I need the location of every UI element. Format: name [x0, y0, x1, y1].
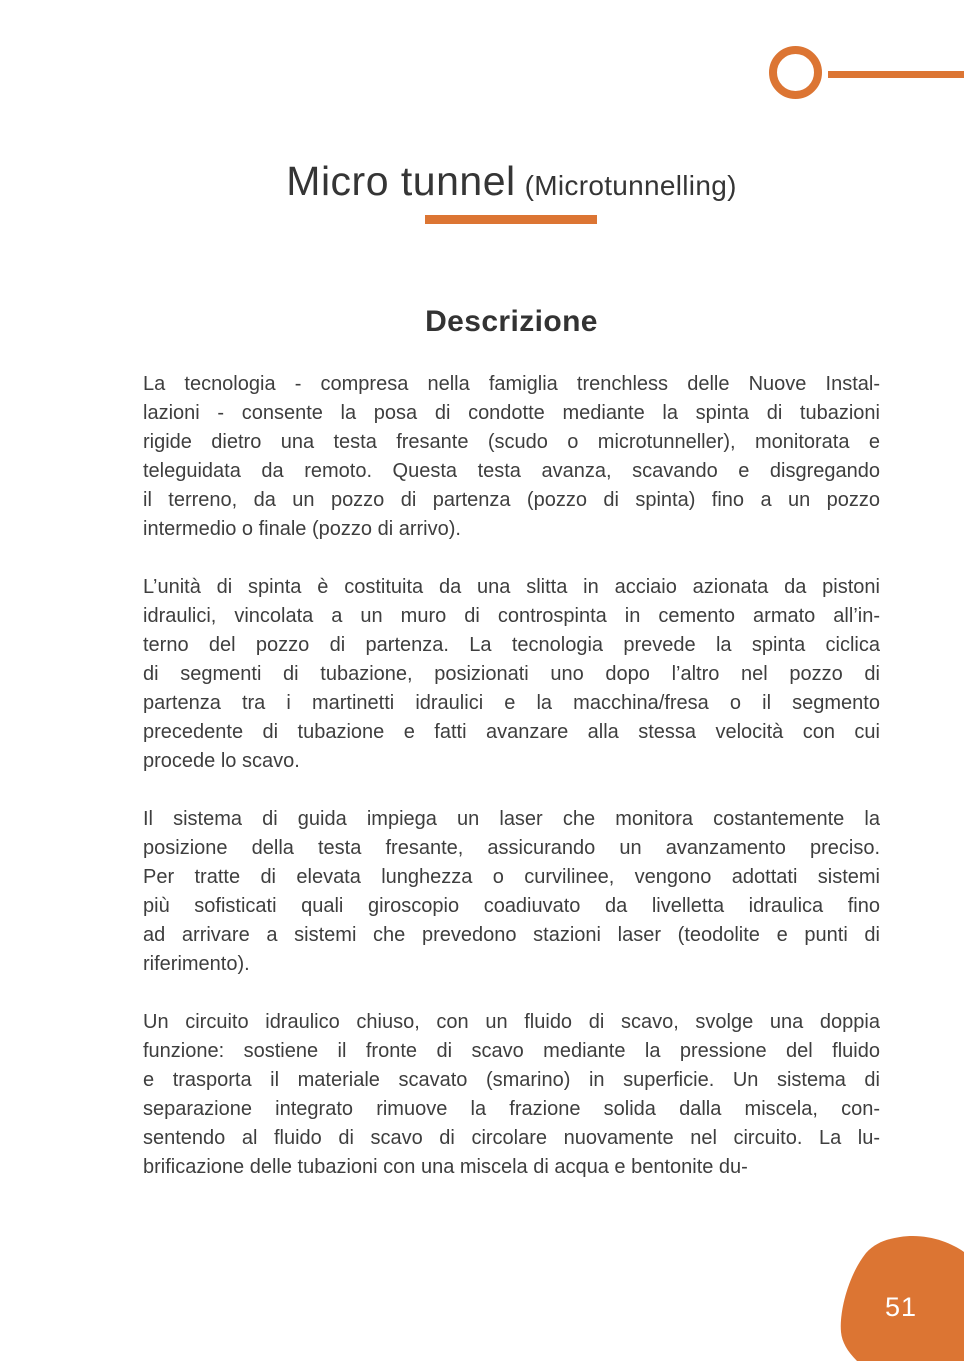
paragraph-line: sentendo al fluido di scavo di circolare nuovamente nel circuito. La lu- [143, 1127, 880, 1149]
page-number-badge [838, 1235, 964, 1361]
paragraph-line: partenza tra i martinetti idraulici e la macchina/fresa o il segmento [143, 692, 880, 714]
paragraph-line: Un circuito idraulico chiuso, con un fluido di scavo, svolge una doppia [143, 1011, 880, 1033]
title-subtitle: (Microtunnelling) [524, 170, 737, 201]
paragraph-line: più sofisticati quali giroscopio coadiuvato da livelletta idraulica fino [143, 895, 880, 917]
page-number: 51 [885, 1292, 918, 1322]
paragraph-1 [143, 370, 880, 544]
circle-ring-icon [769, 46, 822, 99]
horizontal-rule [828, 71, 964, 78]
paragraph-line: terno del pozzo di partenza. La tecnologia prevede la spinta ciclica [143, 634, 880, 656]
title-underline [425, 215, 597, 224]
paragraph-4 [143, 1008, 880, 1182]
paragraph-line: intermedio o finale (pozzo di arrivo). [143, 518, 461, 540]
paragraph-line: precedente di tubazione e fatti avanzare alla stessa velocità con cui [143, 721, 880, 743]
paragraph-line: posizione della testa fresante, assicurando un avanzamento preciso. [143, 837, 880, 859]
paragraph-line: lazioni - consente la posa di condotte mediante la spinta di tubazioni [143, 402, 880, 424]
paragraph-line: Per tratte di elevata lunghezza o curvilinee, vengono adottati sistemi [143, 866, 880, 888]
title-main: Micro tunnel [286, 158, 516, 204]
paragraph-3 [143, 805, 880, 979]
paragraph-line: brificazione delle tubazioni con una miscela di acqua e bentonite du- [143, 1156, 748, 1178]
section-heading: Descrizione [425, 305, 598, 338]
paragraph-line: di segmenti di tubazione, posizionati uno dopo l’altro nel pozzo di [143, 663, 880, 685]
paragraph-line: ad arrivare a sistemi che prevedono stazioni laser (teodolite e punti di [143, 924, 880, 946]
paragraph-line: L’unità di spinta è costituita da una slitta in acciaio azionata da pistoni [143, 576, 880, 598]
body-text [143, 370, 880, 1211]
paragraph-line: procede lo scavo. [143, 750, 300, 772]
paragraph-line: rigide dietro una testa fresante (scudo o microtunneller), monitorata e [143, 431, 880, 453]
paragraph-line: Il sistema di guida impiega un laser che monitora costantemente la [143, 808, 880, 830]
paragraph-line: teleguidata da remoto. Questa testa avanza, scavando e disgregando [143, 460, 880, 482]
paragraph-line: e trasporta il materiale scavato (smarino) in superficie. Un sistema di [143, 1069, 880, 1091]
paragraph-2 [143, 573, 880, 776]
paragraph-line: separazione integrato rimuove la frazione solida dalla miscela, con- [143, 1098, 880, 1120]
page-title [143, 157, 880, 210]
paragraph-line: il terreno, da un pozzo di partenza (pozzo di spinta) fino a un pozzo [143, 489, 880, 511]
paragraph-line: funzione: sostiene il fronte di scavo mediante la pressione del fluido [143, 1040, 880, 1062]
paragraph-line: La tecnologia - compresa nella famiglia trenchless delle Nuove Instal- [143, 373, 880, 395]
paragraph-line: riferimento). [143, 953, 250, 975]
paragraph-line: idraulici, vincolata a un muro di controspinta in cemento armato all’in- [143, 605, 880, 627]
